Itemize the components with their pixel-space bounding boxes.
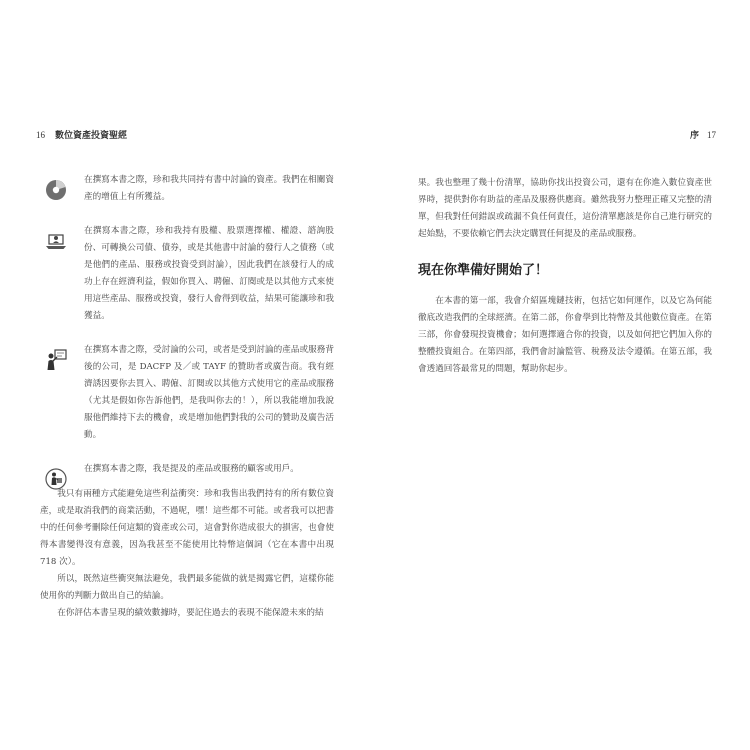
presenter-icon [44, 348, 68, 372]
disclosure-text: 在撰寫本書之際，我是提及的產品或服務的顧客或用戶。 [84, 464, 299, 474]
disclosure-text: 在撰寫本書之際，珍和我共同持有書中討論的資產。我們在相關資產的增值上有所獲益。 [84, 175, 334, 202]
left-page [40, 172, 334, 622]
body-paragraph: 我只有兩種方式能避免這些利益衝突：珍和我售出我們持有的所有數位資產，或是取消我們的商業活動，不過呢，嘿！這些都不可能。或者我可以把書中的任何參考刪除任何這類的資產或公司，這會對你造成很大的損害，也會使得本書變得沒有意義，因為我甚至不能使用比特幣這個詞（它在本書中出現 718 次）。 [40, 489, 334, 567]
disclosure-text: 在撰寫本書之際，珍和我持有股權、股票選擇權、權證、諮詢股份、可轉換公司債、債券，或是其他書中討論的發行人之債務（或是他們的產品、服務或投資受到討論），因此我們在該發行人的成功上存在經濟利益，假如你買入、聘僱、訂閱或是以其他方式來使用這些產品、服務或投資，發行人會得到收益，結果可能讓珍和我獲益。 [84, 226, 334, 321]
body-paragraph: 在你評估本書呈現的績效數據時，要記住過去的表現不能保證未來的結 [57, 608, 324, 618]
page-number-right: 17 [707, 130, 716, 140]
laptop-user-icon [44, 229, 68, 253]
body-paragraph: 在本書的第一部，我會介紹區塊鏈技術，包括它如何運作，以及它為何能徹底改造我們的全球經濟。在第二部，你會學到比特幣及其他數位資產。在第三部，你會發現投資機會；如何選擇適合你的投資，以及如何把它們加入你的整體投資組合。在第四部，我們會討論監管、稅務及法令遵循。在第五部，我會透過回答最常見的問題，幫助你起步。 [418, 296, 712, 374]
body-paragraph: 所以，既然這些衝突無法避免，我們最多能做的就是揭露它們，這樣你能使用你的判斷力做出自己的結論。 [40, 574, 334, 601]
book-title: 數位資產投資聖經 [55, 131, 128, 141]
right-page [418, 175, 712, 378]
shopper-icon [44, 467, 68, 491]
disclosure-item [40, 342, 334, 444]
continuation-paragraph: 果。我也整理了幾十份清單，協助你找出投資公司，還有在你進入數位資產世界時，提供對你有助益的產品及服務供應商。雖然我努力整理正確又完整的清單，但我對任何錯誤或疏漏不負任何責任，這份清單應該是你自己進行研究的起始點，不要依賴它們去決定購買任何提及的產品或服務。 [418, 178, 712, 239]
pie-chart-icon [44, 178, 68, 202]
page-number-left: 16 [36, 130, 45, 140]
section-heading: 現在你準備好開始了！ [418, 263, 549, 278]
running-header-left [36, 129, 127, 142]
disclosure-item [40, 223, 334, 325]
disclosure-item [40, 172, 334, 206]
chapter-title: 序 [689, 131, 699, 141]
disclosure-text: 在撰寫本書之際，受討論的公司，或者是受到討論的產品或服務背後的公司，是 DACFP 及／或 TAYF 的贊助者或廣告商。我有經濟誘因要你去買入、聘僱、訂閱或以其他方式使用它的產品或服務（尤其是假如你告訴他們，是我叫你去的！），所以我能增加我說服他們維持下去的機會，或是增加他們對我的公司的贊助及廣告活動。 [84, 345, 334, 440]
running-header-right [690, 129, 716, 142]
disclosure-item [40, 461, 334, 478]
